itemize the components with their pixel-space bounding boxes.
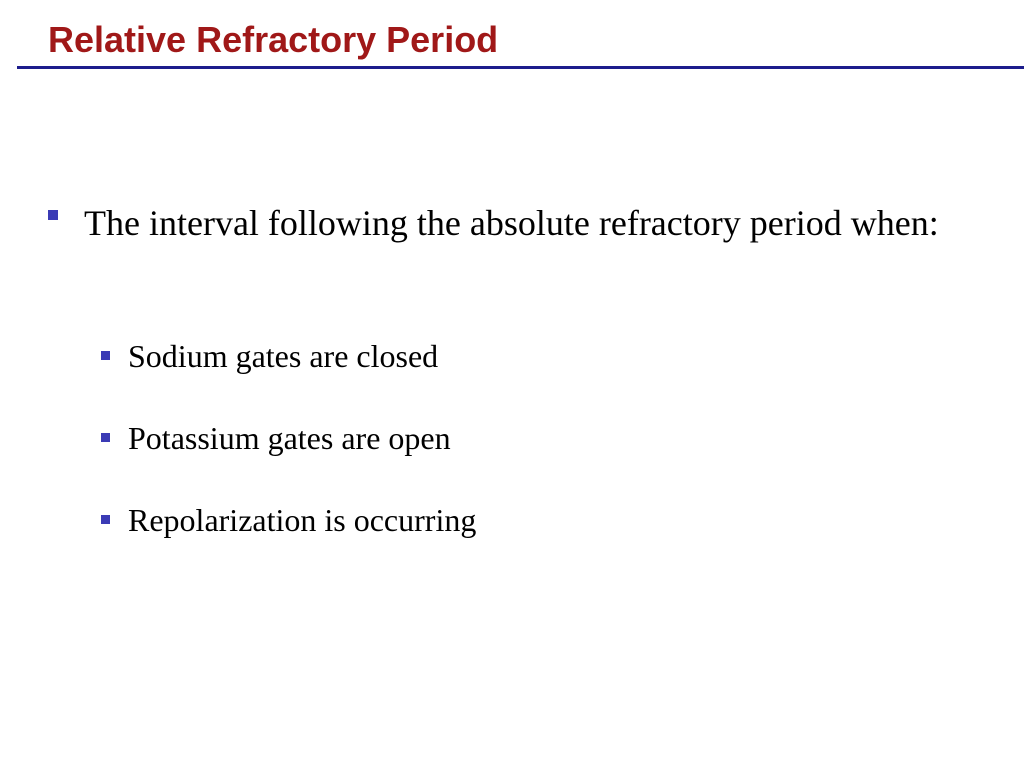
sub-bullet-text: Repolarization is occurring	[128, 502, 477, 538]
slide-title: Relative Refractory Period	[48, 19, 499, 60]
sub-bullet-text: Potassium gates are open	[128, 420, 451, 456]
title-divider	[17, 66, 1024, 69]
main-bullet-text: The interval following the absolute refractory period when:	[84, 203, 939, 243]
sub-bullet-text: Sodium gates are closed	[128, 338, 439, 374]
square-bullet-icon	[101, 351, 110, 360]
square-bullet-icon	[101, 433, 110, 442]
square-bullet-icon	[48, 210, 58, 220]
square-bullet-icon	[101, 515, 110, 524]
